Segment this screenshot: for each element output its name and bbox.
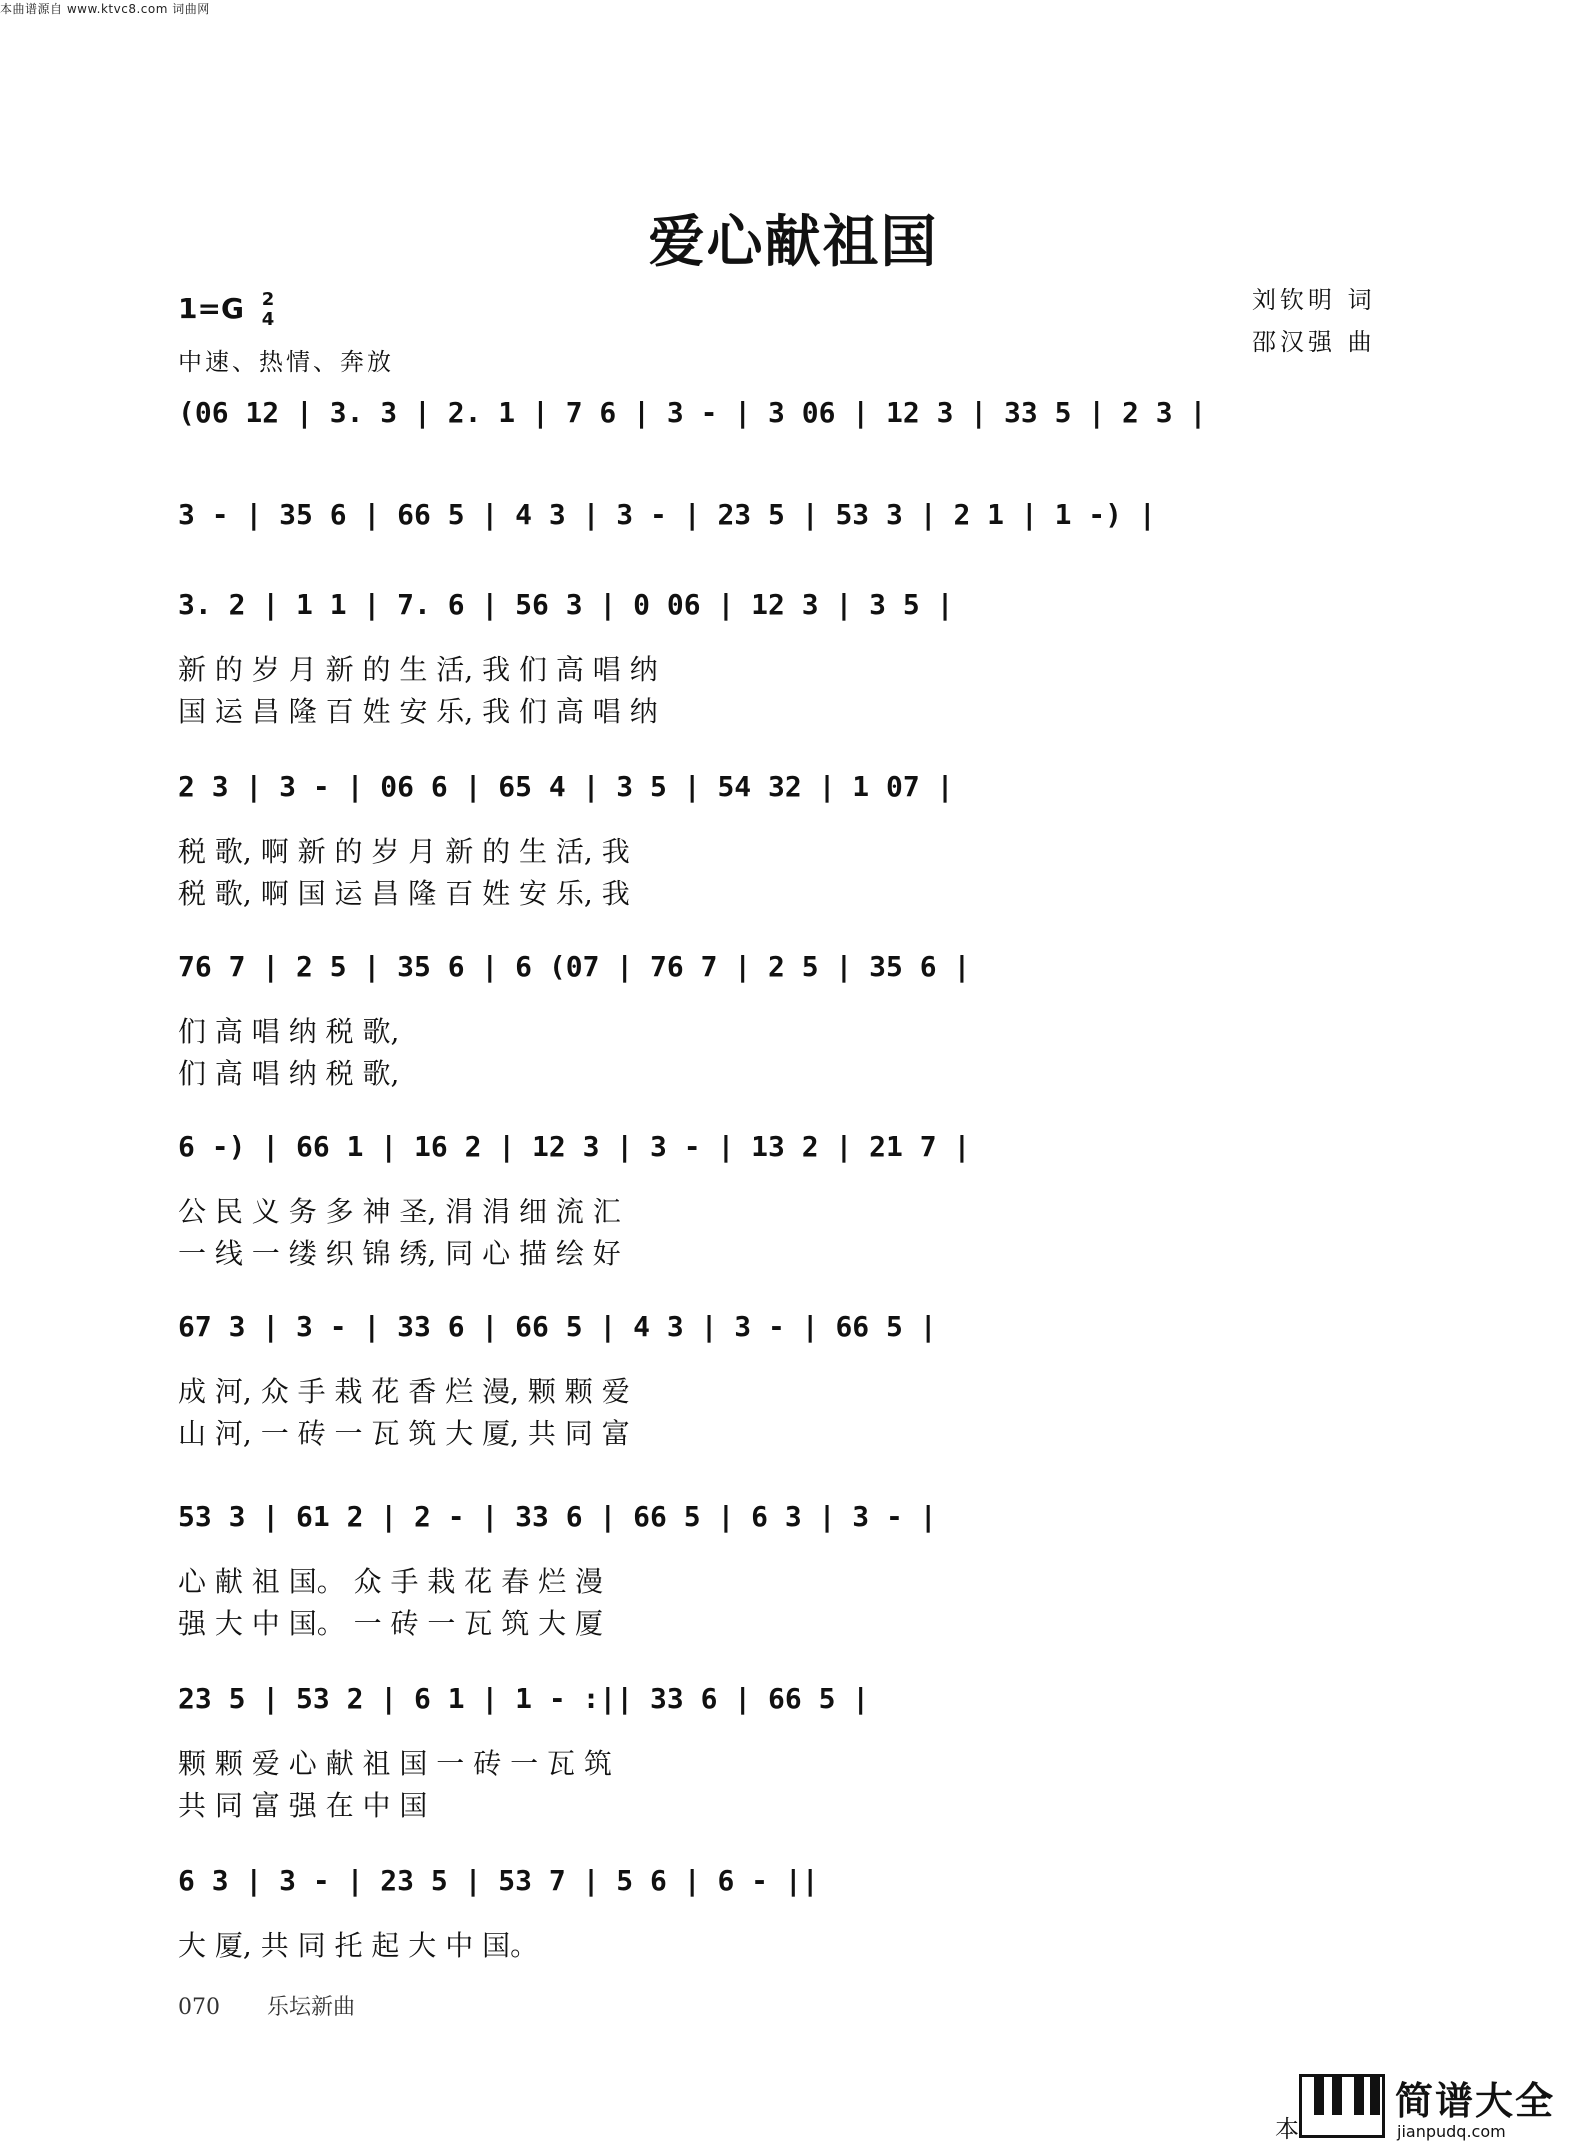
- lyric-row10-verse1: 大 厦, 共 同 托 起 大 中 国。: [178, 1929, 539, 1962]
- lyric-row5-verse2: 们 高 唱 纳 税 歌,: [178, 1057, 400, 1090]
- time-bottom: 4: [261, 309, 275, 330]
- page-footer: [178, 1990, 355, 2021]
- score-row-6: 6 -) | 66 1 | 16 2 | 12 3 | 3 - | 13 2 | 21 7 |: [178, 1130, 971, 1163]
- watermark: [1299, 2066, 1579, 2146]
- lyric-row6-verse1: 公 民 义 务 多 神 圣, 涓 涓 细 流 汇: [178, 1195, 621, 1228]
- score-row-10: 6 3 | 3 - | 23 5 | 53 7 | 5 6 | 6 - ||: [178, 1864, 819, 1897]
- score-row-4: 2 3 | 3 - | 06 6 | 65 4 | 3 5 | 54 32 | 1 07 |: [178, 770, 954, 803]
- tempo-marking: 中速、热情、奔放: [178, 348, 394, 376]
- page-number: 070: [178, 1995, 220, 2020]
- lyric-row6-verse2: 一 线 一 缕 织 锦 绣, 同 心 描 绘 好: [178, 1237, 621, 1270]
- piano-keys-icon: [1299, 2074, 1385, 2138]
- publication-name: 乐坛新曲: [267, 1995, 356, 2020]
- time-top: 2: [261, 289, 275, 310]
- score-row-5: 76 7 | 2 5 | 35 6 | 6 (07 | 76 7 | 2 5 | 35 6 |: [178, 950, 971, 983]
- score-row-7: 67 3 | 3 - | 33 6 | 66 5 | 4 3 | 3 - | 66 5 |: [178, 1310, 937, 1343]
- lyricist-credit: 刘钦明 词: [1252, 286, 1376, 314]
- score-row-9: 23 5 | 53 2 | 6 1 | 1 - :|| 33 6 | 66 5 |: [178, 1682, 870, 1715]
- lyric-row9-verse1: 颗 颗 爱 心 献 祖 国 一 砖 一 瓦 筑: [178, 1747, 612, 1780]
- lyric-row7-verse2: 山 河, 一 砖 一 瓦 筑 大 厦, 共 同 富: [178, 1417, 630, 1450]
- composer-credit: 邵汉强 曲: [1252, 328, 1376, 356]
- lyric-row5-verse1: 们 高 唱 纳 税 歌,: [178, 1015, 400, 1048]
- lyric-row4-verse2: 税 歌, 啊 国 运 昌 隆 百 姓 安 乐, 我: [178, 877, 630, 910]
- lyric-row3-verse2: 国 运 昌 隆 百 姓 安 乐, 我 们 高 唱 纳: [178, 695, 658, 728]
- watermark-title: 简谱大全: [1395, 2079, 1556, 2123]
- key-signature: [178, 290, 274, 330]
- watermark-partial-char: 本: [1275, 2115, 1299, 2143]
- lyric-row9-verse2: 共 同 富 强 在 中 国: [178, 1789, 428, 1822]
- score-row-8: 53 3 | 61 2 | 2 - | 33 6 | 66 5 | 6 3 | 3 - |: [178, 1500, 937, 1533]
- lyric-row8-verse1: 心 献 祖 国。 众 手 栽 花 春 烂 漫: [178, 1565, 604, 1598]
- song-title: 爱心献祖国: [648, 209, 939, 275]
- score-row-2: 3 - | 35 6 | 66 5 | 4 3 | 3 - | 23 5 | 53 3 | 2 1 | 1 -) |: [178, 498, 1156, 531]
- lyric-row8-verse2: 强 大 中 国。 一 砖 一 瓦 筑 大 厦: [178, 1607, 604, 1640]
- watermark-url: jianpudq.com: [1397, 2122, 1506, 2141]
- score-row-1: (06 12 | 3. 3 | 2. 1 | 7 6 | 3 - | 3 06 | 12 3 | 33 5 | 2 3 |: [178, 396, 1207, 429]
- time-signature: [262, 290, 275, 330]
- source-header: 本曲谱源自 www.ktvc8.com 词曲网: [0, 2, 210, 16]
- lyric-row7-verse1: 成 河, 众 手 栽 花 香 烂 漫, 颗 颗 爱: [178, 1375, 630, 1408]
- key-label: 1=G: [178, 292, 244, 325]
- lyric-row4-verse1: 税 歌, 啊 新 的 岁 月 新 的 生 活, 我: [178, 835, 630, 868]
- lyric-row3-verse1: 新 的 岁 月 新 的 生 活, 我 们 高 唱 纳: [178, 653, 658, 686]
- score-row-3: 3. 2 | 1 1 | 7. 6 | 56 3 | 0 06 | 12 3 | 3 5 |: [178, 588, 954, 621]
